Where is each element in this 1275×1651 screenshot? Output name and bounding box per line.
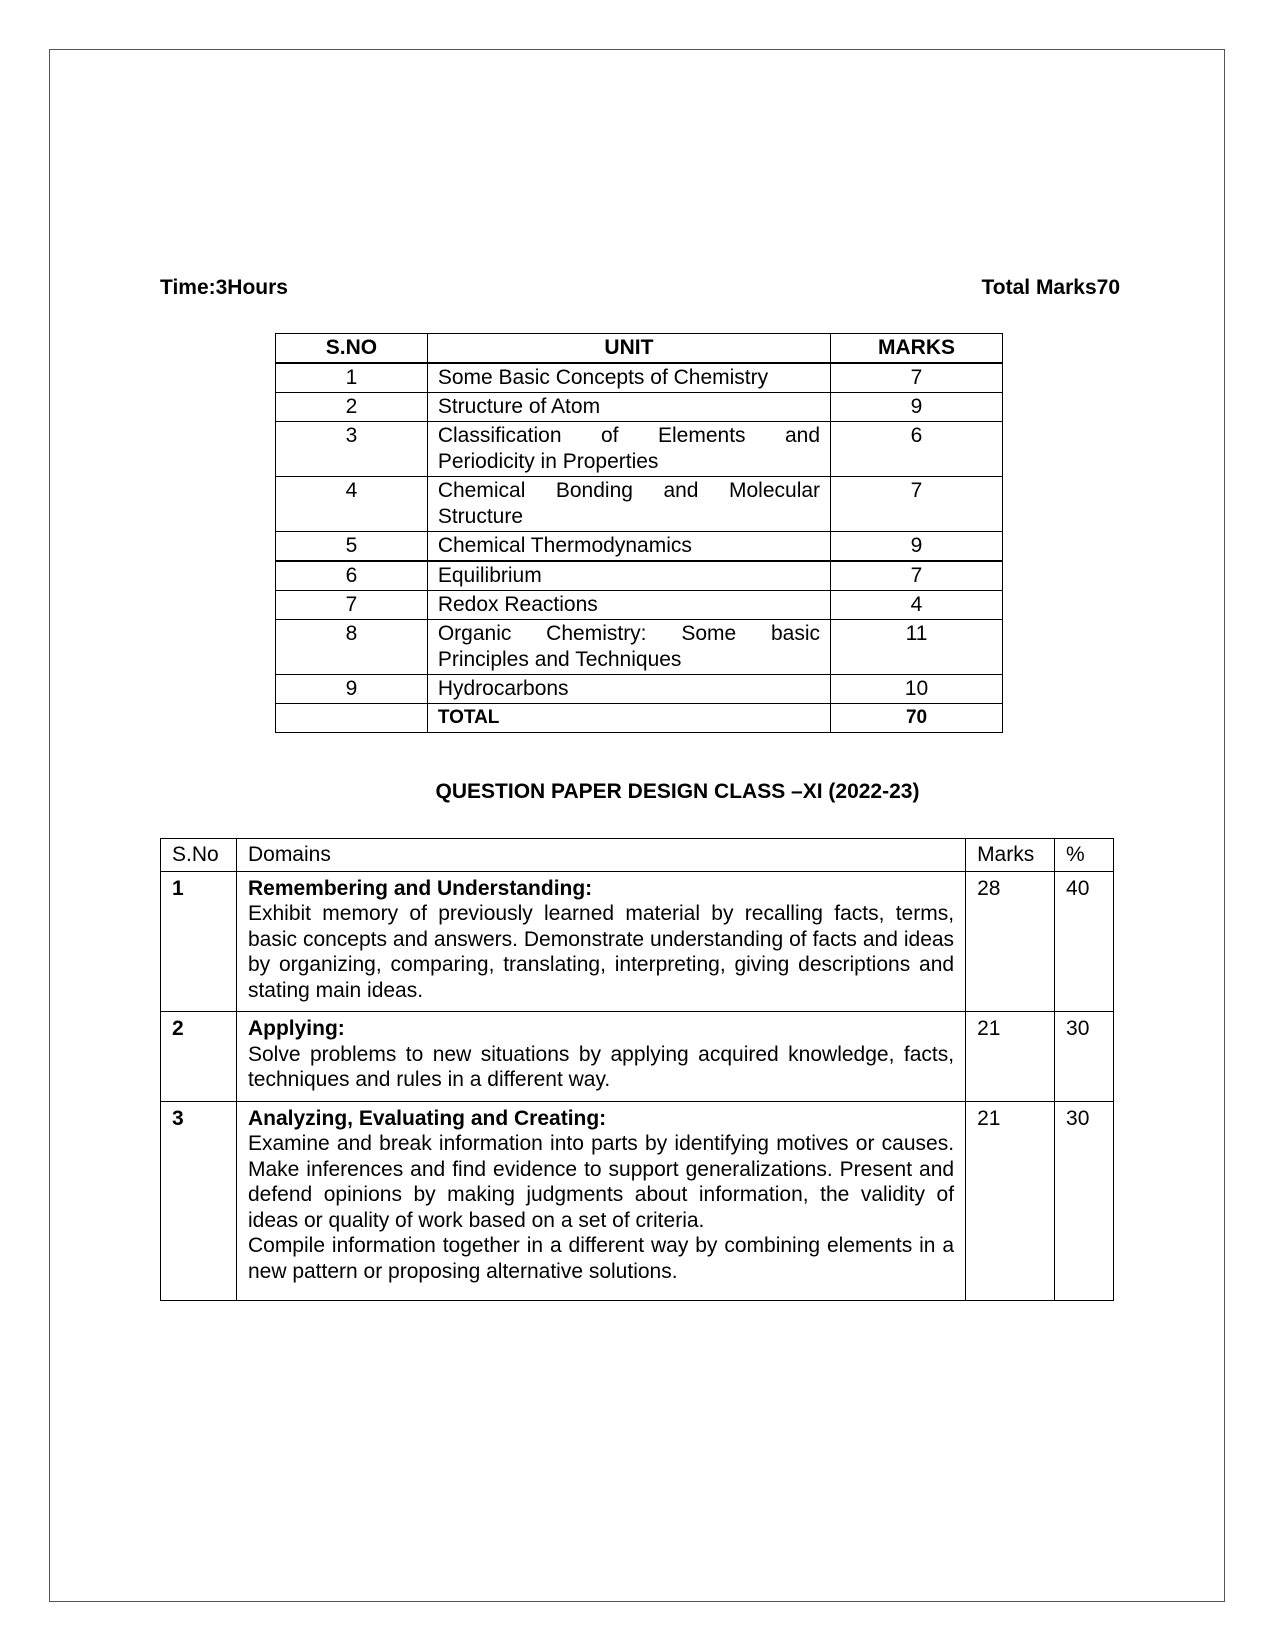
- row-marks: 21: [966, 1101, 1055, 1301]
- row-domain: [236, 1101, 965, 1301]
- row-unit: Hydrocarbons: [427, 675, 830, 704]
- domain-description: Examine and break information into parts by identifying motives or causes. Make inferences and find evidence to support generalizations. Present and defend opinions by making judgments about information, the validity of ideas or quality of work based on a set of criteria.: [247, 1132, 955, 1232]
- table-header-row: [161, 839, 1114, 872]
- row-marks: 11: [831, 620, 1003, 675]
- domain-description: Solve problems to new situations by applying acquired knowledge, facts, techniques and rules in a different way.: [247, 1042, 955, 1091]
- question-paper-design-table: [160, 838, 1114, 1301]
- row-sno: 2: [161, 1012, 237, 1102]
- row-marks: 6: [831, 422, 1003, 477]
- table-row: [276, 532, 1003, 562]
- table-row: [276, 363, 1003, 393]
- row-percent: 30: [1055, 1101, 1114, 1301]
- table-row: [276, 561, 1003, 591]
- unit-marks-table: [275, 333, 1003, 733]
- row-percent: 30: [1055, 1012, 1114, 1102]
- domain-description-continued: Compile information together in a different way by combining elements in a new pattern or proposing alternative solutions.: [247, 1234, 955, 1283]
- design-title: QUESTION PAPER DESIGN CLASS –XI (2022-23): [435, 780, 920, 803]
- row-sno: 4: [276, 477, 428, 532]
- row-marks: 7: [831, 477, 1003, 532]
- row-unit: Chemical Bonding and Molecular Structure: [427, 477, 830, 532]
- total-empty-cell: [276, 704, 428, 733]
- header-sno: S.NO: [276, 334, 428, 364]
- total-row: [276, 704, 1003, 733]
- table-row: [276, 591, 1003, 620]
- table-row: [276, 675, 1003, 704]
- header-domains: Domains: [236, 839, 965, 872]
- row-unit: Chemical Thermodynamics: [427, 532, 830, 562]
- domain-heading: Analyzing, Evaluating and Creating:: [247, 1106, 607, 1130]
- row-unit: Classification of Elements and Periodicity in Properties: [427, 422, 830, 477]
- row-sno: 6: [276, 561, 428, 591]
- row-marks: 7: [831, 363, 1003, 393]
- exam-duration: Time:3Hours: [160, 276, 288, 299]
- row-sno: 2: [276, 393, 428, 422]
- header-sno: S.No: [161, 839, 237, 872]
- header-unit: UNIT: [427, 334, 830, 364]
- row-domain: [236, 1012, 965, 1102]
- row-marks: 4: [831, 591, 1003, 620]
- row-sno: 3: [276, 422, 428, 477]
- row-sno: 9: [276, 675, 428, 704]
- row-sno: 1: [161, 871, 237, 1012]
- row-sno: 1: [276, 363, 428, 393]
- row-marks: 9: [831, 532, 1003, 562]
- row-marks: 10: [831, 675, 1003, 704]
- table-row: [161, 871, 1114, 1012]
- row-unit: Redox Reactions: [427, 591, 830, 620]
- row-marks: 21: [966, 1012, 1055, 1102]
- row-unit: Equilibrium: [427, 561, 830, 591]
- table-row: [161, 1012, 1114, 1102]
- row-unit: Some Basic Concepts of Chemistry: [427, 363, 830, 393]
- row-percent: 40: [1055, 871, 1114, 1012]
- header-marks: Marks: [966, 839, 1055, 872]
- header-percent: %: [1055, 839, 1114, 872]
- table-row: [276, 422, 1003, 477]
- total-value: 70: [831, 704, 1003, 733]
- row-marks: 7: [831, 561, 1003, 591]
- row-sno: 8: [276, 620, 428, 675]
- row-marks: 28: [966, 871, 1055, 1012]
- table-row: [276, 620, 1003, 675]
- header-marks: MARKS: [831, 334, 1003, 364]
- row-unit: Structure of Atom: [427, 393, 830, 422]
- row-unit: Organic Chemistry: Some basic Principles and Techniques: [427, 620, 830, 675]
- domain-heading: Remembering and Understanding:: [247, 876, 593, 900]
- row-sno: 3: [161, 1101, 237, 1301]
- domain-heading: Applying:: [247, 1017, 345, 1040]
- domain-description: Exhibit memory of previously learned material by recalling facts, terms, basic concepts and answers. Demonstrate understanding of facts and ideas by organizing, comparing, translating, interpreting, giving descriptions and stating main ideas.: [247, 902, 955, 1002]
- row-sno: 5: [276, 532, 428, 562]
- exam-total-marks: Total Marks70: [981, 276, 1120, 299]
- total-label: TOTAL: [427, 704, 830, 733]
- table-row: [276, 477, 1003, 532]
- row-sno: 7: [276, 591, 428, 620]
- table-row: [161, 1101, 1114, 1301]
- table-row: [276, 393, 1003, 422]
- row-marks: 9: [831, 393, 1003, 422]
- table-header-row: [276, 334, 1003, 364]
- row-domain: [236, 871, 965, 1012]
